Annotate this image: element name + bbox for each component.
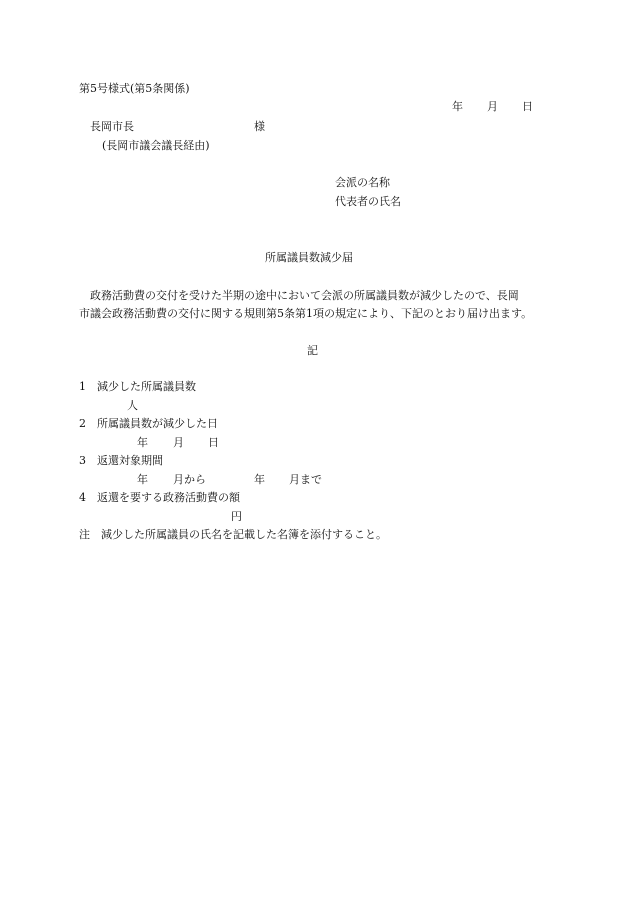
item-2-day: 日 — [208, 436, 219, 449]
body-line-2: 市議会政務活動費の交付に関する規則第5条第1項の規定により、下記のとおり届け出ます。 — [79, 307, 533, 320]
item-4-unit: 円 — [231, 510, 242, 523]
item-3-label: 3 返還対象期間 — [79, 454, 163, 467]
date-year-label: 年 — [452, 100, 463, 113]
attachment-note: 注 減少した所属議員の氏名を記載した名簿を添付すること。 — [79, 528, 387, 541]
date-day-label: 日 — [522, 100, 533, 113]
ki-heading: 記 — [307, 344, 318, 357]
document-title: 所属議員数減少届 — [265, 251, 353, 264]
item-2-year: 年 — [137, 436, 148, 449]
item-4-label: 4 返還を要する政務活動費の額 — [79, 491, 240, 504]
item-1-label: 1 減少した所属議員数 — [79, 380, 196, 393]
addressee-name: 長岡市長 — [90, 120, 134, 133]
addressee-via: (長岡市議会議長経由) — [102, 139, 210, 152]
representative-label: 代表者の氏名 — [335, 195, 401, 208]
item-3-to-year: 年 — [254, 473, 265, 486]
item-3-from-month: 月から — [173, 473, 206, 486]
party-name-label: 会派の名称 — [335, 176, 390, 189]
item-1-unit: 人 — [127, 399, 138, 412]
item-2-month: 月 — [173, 436, 184, 449]
item-2-label: 2 所属議員数が減少した日 — [79, 417, 218, 430]
body-line-1: 政務活動費の交付を受けた半期の途中において会派の所属議員数が減少したので、長岡 — [90, 289, 519, 302]
item-3-to-month: 月まで — [289, 473, 322, 486]
addressee-honorific: 様 — [254, 120, 265, 133]
date-month-label: 月 — [487, 100, 498, 113]
form-id: 第5号様式(第5条関係) — [79, 82, 190, 95]
item-3-from-year: 年 — [137, 473, 148, 486]
